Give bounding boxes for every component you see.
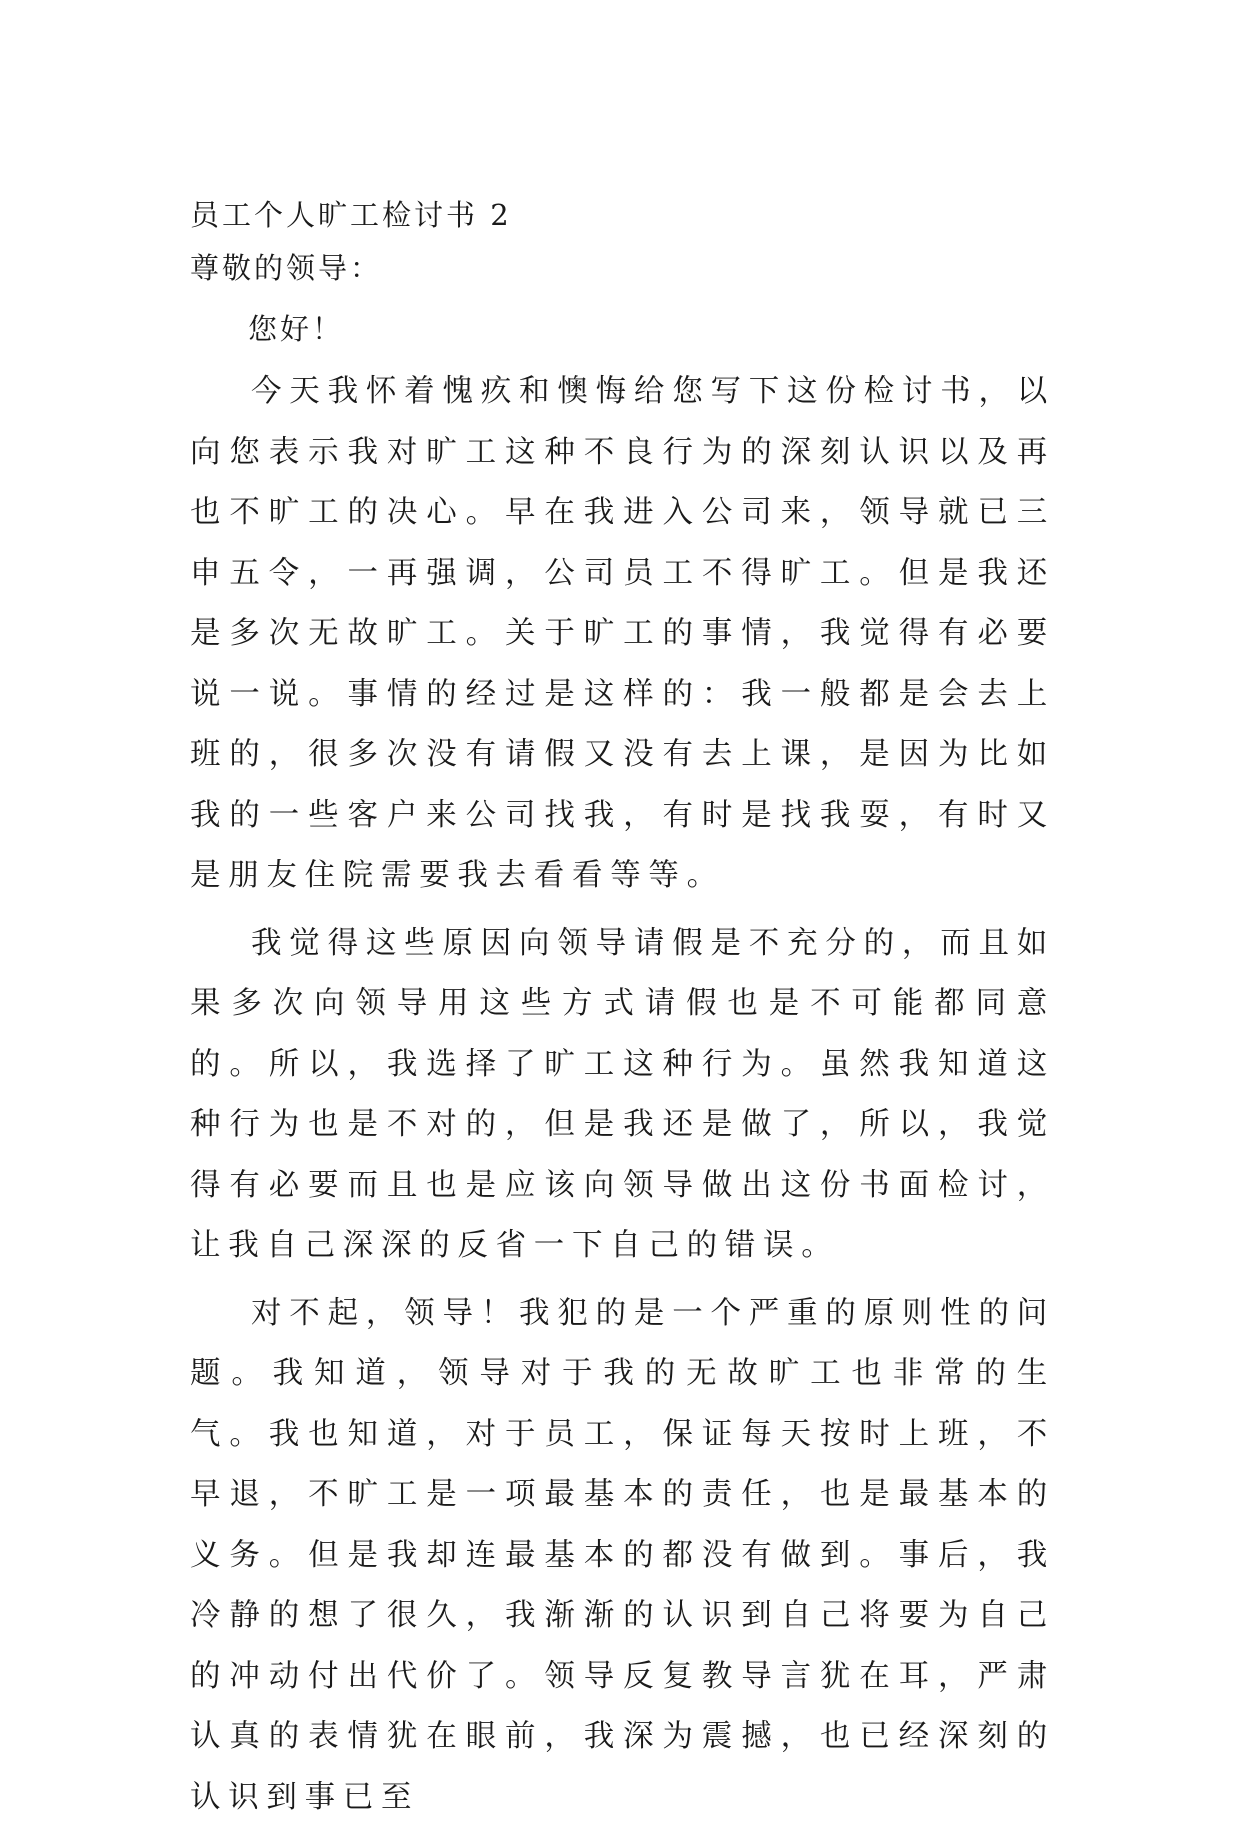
salutation: 尊敬的领导： <box>190 251 383 285</box>
paragraph-3: 对不起，领导！我犯的是一个严重的原则性的问题。我知道，领导对于我的无故旷工也非常的生气。我也知道，对于员工，保证每天按时上班，不早退，不旷工是一项最基本的责任，也是最基本的义务。但是我却连最基本的都没有做到。事后，我冷静的想了很久，我渐渐的认识到自己将要为自己的冲动付出代价了。领导反复教导言犹在耳，严肃认真的表情犹在眼前，我深为震撼，也已经深刻的认识到事已至 <box>190 1295 1055 1815</box>
paragraph-2: 我觉得这些原因向领导请假是不充分的，而且如果多次向领导用这些方式请假也是不可能都同意的。所以，我选择了旷工这种行为。虽然我知道这种行为也是不对的，但是我还是做了，所以，我觉得有必要而且也是应该向领导做出这份书面检讨，让我自己深深的反省一下自己的错误。 <box>190 925 1055 1263</box>
greeting: 您好！ <box>248 312 345 346</box>
paragraph-1: 今天我怀着愧疚和懊悔给您写下这份检讨书，以向您表示我对旷工这种不良行为的深刻认识以及再也不旷工的决心。早在我进入公司来，领导就已三申五令，一再强调，公司员工不得旷工。但是我还是多次无故旷工。关于旷工的事情，我觉得有必要说一说。事情的经过是这样的：我一般都是会去上班的，很多次没有请假又没有去上课，是因为比如我的一些客户来公司找我，有时是找我耍，有时又是朋友住院需要我去看看等等。 <box>190 374 1055 893</box>
document-title: 员工个人旷工检讨书 2 <box>190 198 512 232</box>
document-body <box>190 190 1055 1835</box>
